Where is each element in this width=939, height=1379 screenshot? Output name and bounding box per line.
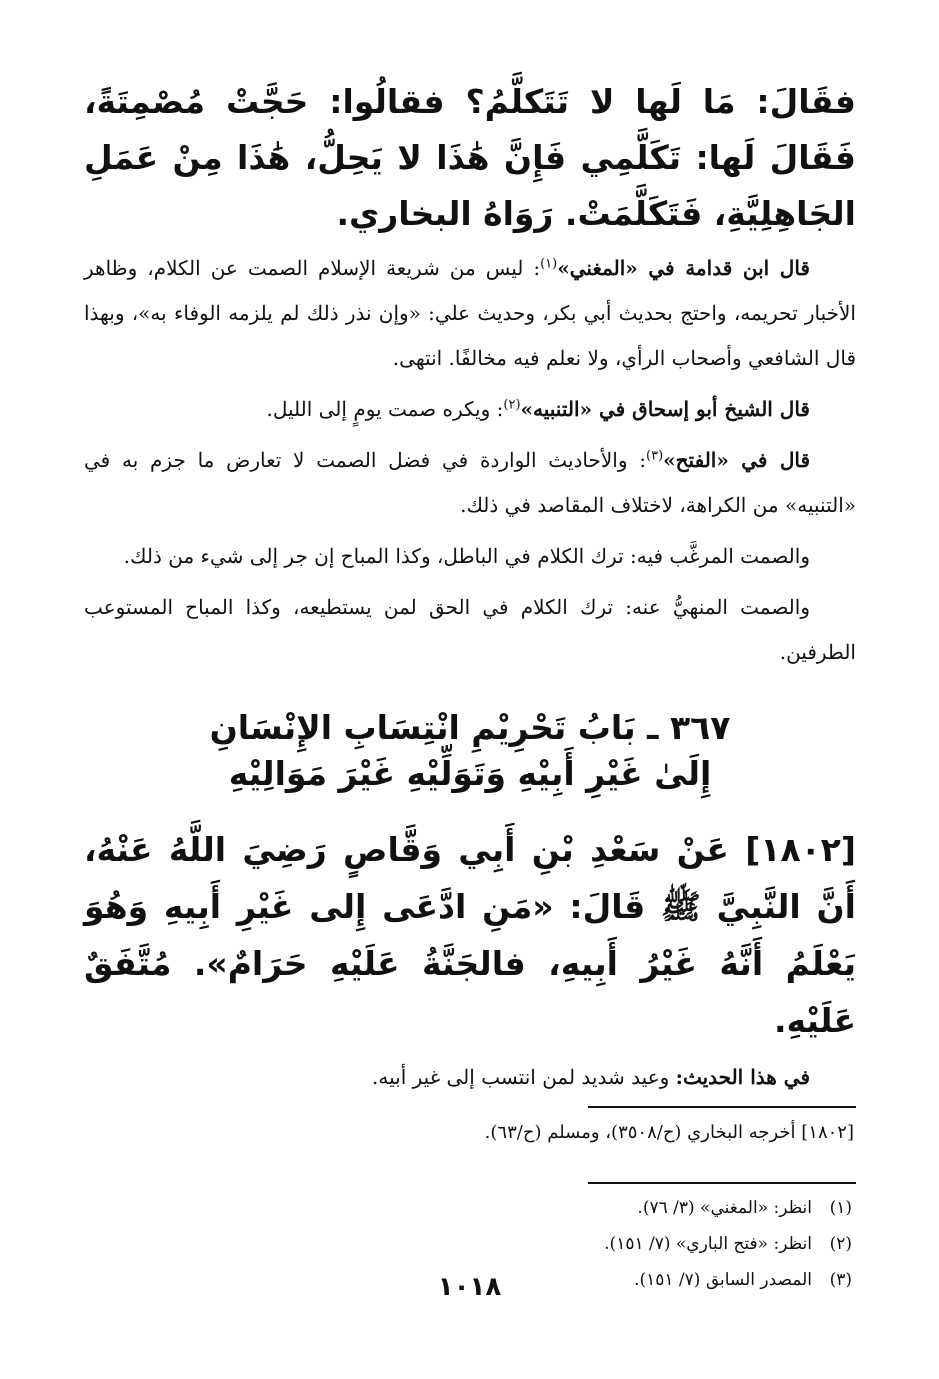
paragraph-desired-silence [84,534,856,579]
source-divider [588,1106,856,1108]
paragraph-abu-ishaq [84,387,856,432]
page-number: ١٠١٨ [437,1272,502,1302]
footnote-ref: (٢) [503,397,521,413]
paragraph-text: : ليس من شريعة الإسلام الصمت عن الكلام، وظاهر الأخبار تحريمه، واحتج بحديث أبي بكر، وحديث علي: «وإن نذر ذلك لم يلزمه الوفاء به»، وبهذا قال الشافعي وأصحاب الرأي، ولا نعلم فيه مخالفًا. انتهى. [84,256,856,370]
commentary-lead: في هذا الحديث: [675,1065,810,1089]
footnote-ref: (١) [540,256,558,272]
hadith-1802: [١٨٠٢] عَنْ سَعْدِ بْنِ أَبِي وَقَّاصٍ رَضِيَ اللَّهُ عَنْهُ، أَنَّ النَّبِيَّ ﷺ قَالَ: «مَنِ ادَّعَى إِلى غَيْرِ أَبِيهِ وَهُوَ يَعْلَمُ أَنَّهُ غَيْرُ أَبِيهِ، فالجَنَّةُ عَلَيْهِ حَرَامٌ». مُتَّفَقٌ عَلَيْهِ. [84,830,856,1040]
paragraph-text: والصمت المرغَّب فيه: ترك الكلام في الباطل، وكذا المباح إن جر إلى شيء من ذلك. [123,544,810,568]
paragraph-lead: قال ابن قدامة في «المغني» [557,256,810,280]
commentary-text: وعيد شديد لمن انتسب إلى غير أبيه. [372,1065,676,1089]
footnote-ref: (٣) [646,448,664,464]
footnote-number: (١) [829,1198,852,1218]
footnote-item [84,1226,852,1262]
paragraph-lead: قال الشيخ أبو إسحاق في «التنبيه» [520,397,810,421]
paragraph-lead: قال في «الفتح» [663,448,810,472]
footnote-text: المصدر السابق (٧/ ١٥١). [634,1270,812,1290]
chapter-heading-line-1: ٣٦٧ ـ بَابُ تَحْرِيْمِ انْتِسَابِ الإِنْسَانِ [209,708,731,747]
footnote-text: انظر: «فتح الباري» (٧/ ١٥١). [604,1234,812,1254]
commentary [84,1055,856,1100]
paragraph-text: : ويكره صمت يومٍ إلى الليل. [266,397,504,421]
hadith-continuation: فقَالَ: مَا لَها لا تَتَكلَّمُ؟ فقالُوا: حَجَّتْ مُصْمِتَةً، فَقَالَ لَها: تَكَلَّمِي فَإِنَّ هَٰذَا لا يَحِلُّ، هَٰذَا مِنْ عَمَلِ الجَاهِلِيَّةِ، فَتَكَلَّمَتْ. رَوَاهُ البخاري. [84,82,856,233]
footnote-number: (٢) [829,1234,852,1254]
paragraph-ibn-qudama [84,246,856,381]
hadith-source-note: [١٨٠٢] أخرجه البخاري (ح/٣٥٠٨)، ومسلم (ح/٦٣). [484,1122,854,1143]
footnote-text: انظر: «المغني» (٣/ ٧٦). [637,1198,812,1218]
paragraph-fath [84,438,856,528]
footnote-number: (٣) [829,1270,852,1290]
paragraph-text: : والأحاديث الواردة في فضل الصمت لا تعارض ما جزم به في «التنبيه» من الكراهة، لاختلاف المقاصد في ذلك. [84,448,856,517]
chapter-heading-line-2: إِلَىٰ غَيْرِ أَبِيْهِ وَتَوَلِّيْهِ غَيْرَ مَوَالِيْهِ [228,754,712,793]
chapter-heading [84,705,856,797]
footnote-item [84,1190,852,1226]
page-body [84,74,856,1298]
footnote-divider [588,1182,856,1184]
paragraph-forbidden-silence [84,585,856,675]
paragraph-text: والصمت المنهيُّ عنه: ترك الكلام في الحق لمن يستطيعه، وكذا المباح المستوعب الطرفين. [84,595,856,664]
